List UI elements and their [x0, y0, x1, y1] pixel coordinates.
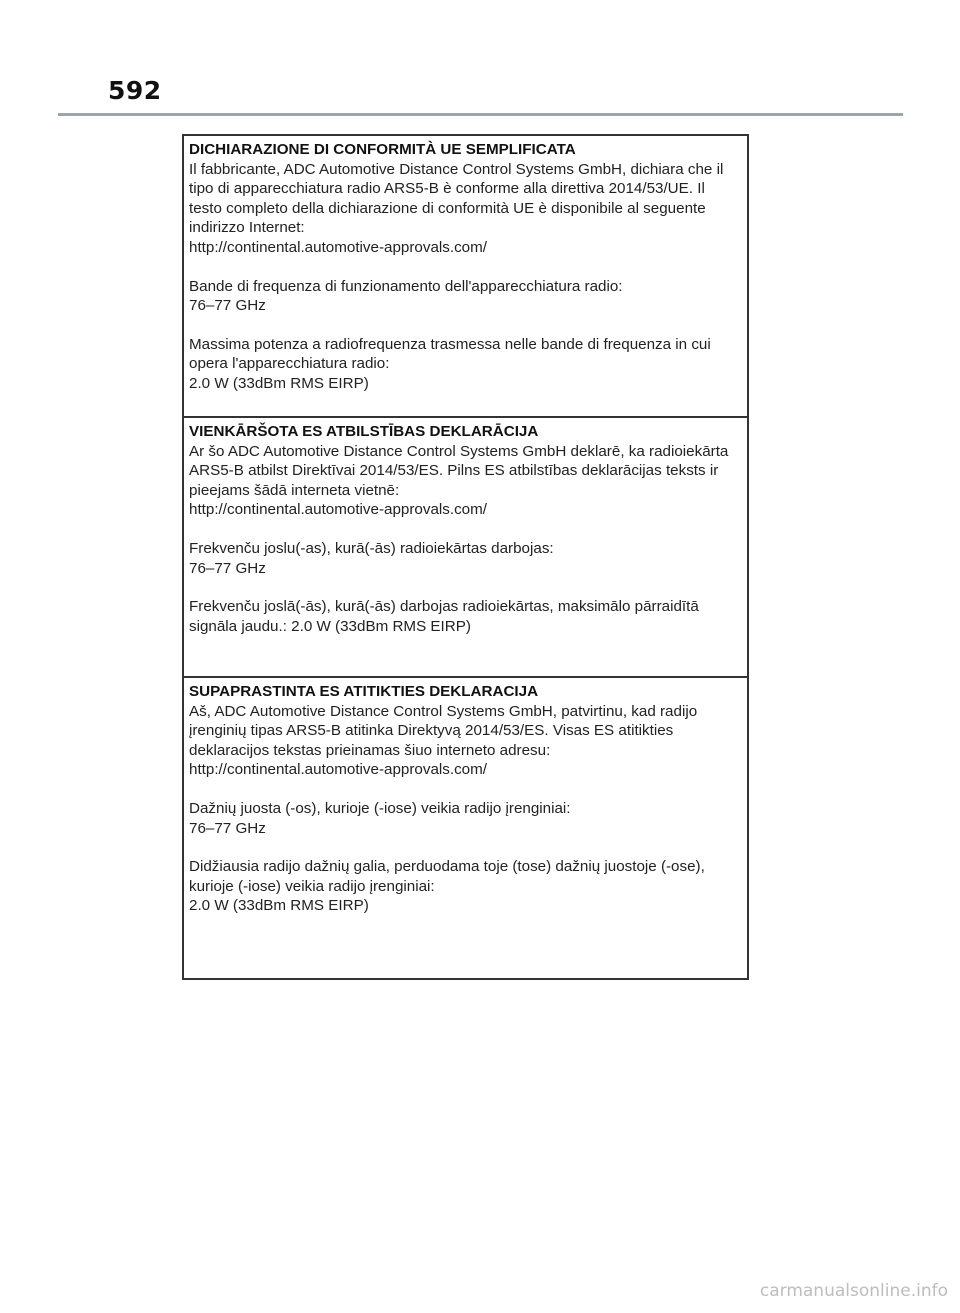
section-intro: Il fabbricante, ADC Automotive Distance Control Systems GmbH, dichiara che il tipo di apparecchiatura radio ARS5-B è conforme alla direttiva 2014/53/UE. Il testo completo della dichiarazione di conformità UE è disponibile al seguente indirizzo Internet:	[189, 160, 724, 237]
page-number: 592	[108, 76, 162, 105]
frequency-label: Bande di frequenza di funzionamento dell'apparecchiatura radio:	[189, 277, 623, 295]
watermark: carmanualsonline.info	[759, 1281, 948, 1301]
frequency-label: Frekvenču joslu(-as), kurā(-ās) radioiekārtas darbojas:	[189, 539, 554, 557]
section-url: http://continental.automotive-approvals.com/	[189, 501, 488, 519]
declaration-section-lithuanian	[184, 676, 747, 980]
section-intro: Aš, ADC Automotive Distance Control Systems GmbH, patvirtinu, kad radijo įrenginių tipas ARS5-B atitinka Direktyvą 2014/53/ES. Visas ES atitikties deklaracijos tekstas prieinamas šiuo interneto adresu:	[189, 702, 698, 759]
power-value: 2.0 W (33dBm RMS EIRP)	[189, 897, 369, 915]
power-value: 2.0 W (33dBm RMS EIRP)	[189, 374, 369, 392]
frequency-value: 76–77 GHz	[189, 819, 266, 837]
section-title: SUPAPRASTINTA ES ATITIKTIES DEKLARACIJA	[189, 683, 539, 700]
section-url: http://continental.automotive-approvals.com/	[189, 238, 488, 256]
frequency-value: 76–77 GHz	[189, 297, 266, 315]
power-label: Massima potenza a radiofrequenza trasmessa nelle bande di frequenza in cui opera l'apparecchiatura radio:	[189, 335, 711, 373]
power-label: Frekvenču joslā(-ās), kurā(-ās) darbojas radioiekārtas, maksimālo pārraidītā signāla jaudu.: 2.0 W (33dBm RMS EIRP)	[189, 598, 699, 635]
declaration-section-italian	[184, 136, 747, 416]
power-label: Didžiausia radijo dažnių galia, perduodama toje (tose) dažnių juostoje (-ose), kurioje (-iose) veikia radijo įrenginiai:	[189, 858, 705, 895]
section-intro: Ar šo ADC Automotive Distance Control Systems GmbH deklarē, ka radioiekārta ARS5-B atbilst Direktīvai 2014/53/ES. Pilns ES atbilstības deklarācijas teksts ir pieejams šādā interneta vietnē:	[189, 442, 729, 499]
declaration-box	[182, 134, 749, 980]
section-url: http://continental.automotive-approvals.com/	[189, 761, 488, 779]
section-title: DICHIARAZIONE DI CONFORMITÀ UE SEMPLIFICATA	[189, 141, 576, 158]
declaration-section-latvian	[184, 416, 747, 676]
section-title: VIENKĀRŠOTA ES ATBILSTĪBAS DEKLARĀCIJA	[189, 423, 539, 440]
frequency-label: Dažnių juosta (-os), kurioje (-iose) veikia radijo įrenginiai:	[189, 799, 571, 817]
frequency-value: 76–77 GHz	[189, 559, 266, 577]
header-divider	[58, 113, 903, 116]
